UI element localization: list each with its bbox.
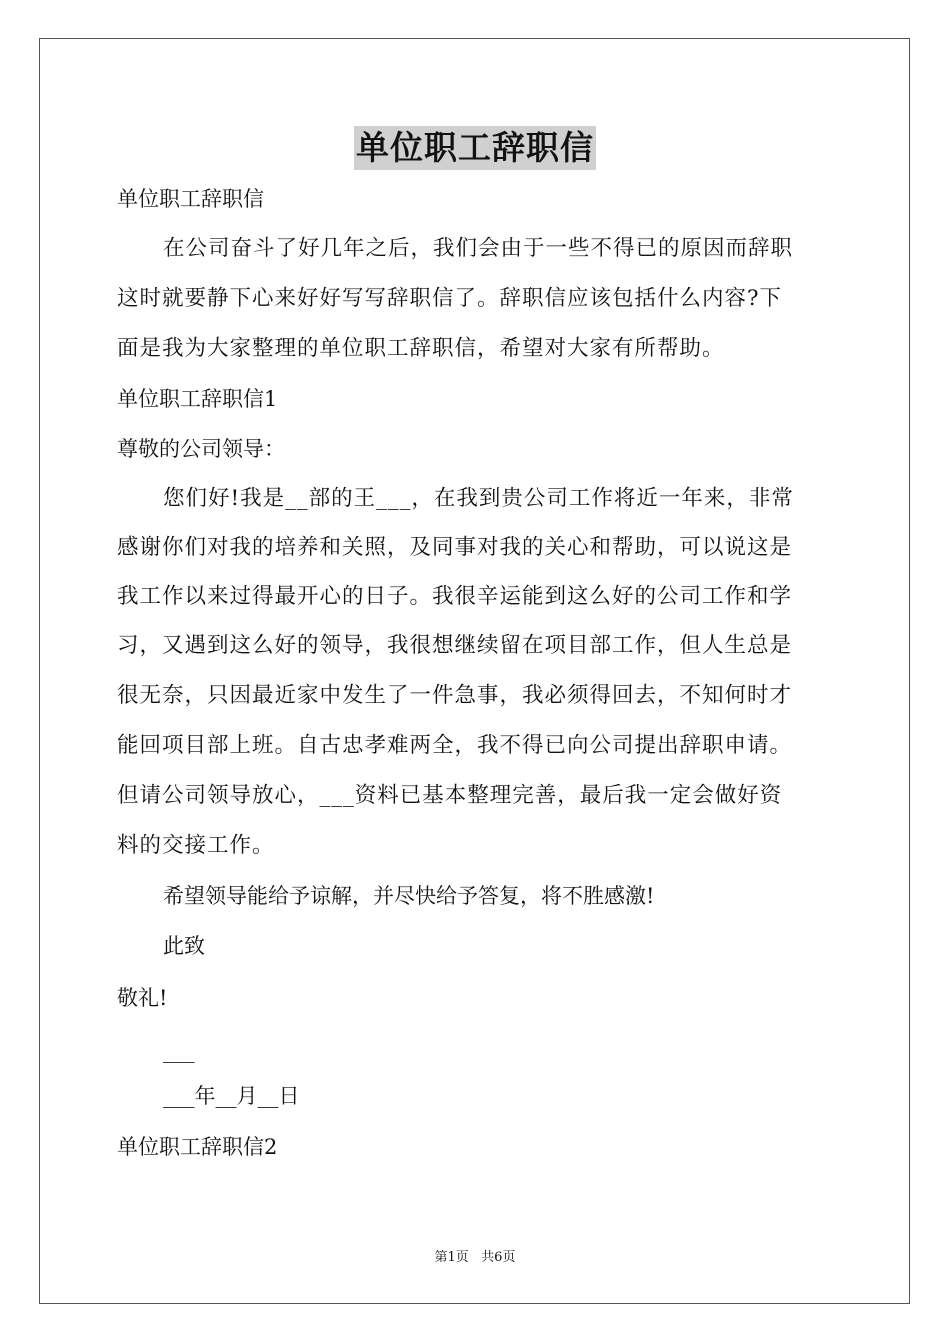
page-border xyxy=(39,38,910,1304)
salutation: 尊敬的公司领导： xyxy=(117,437,285,461)
body-line-7: 但请公司领导放心，___资料已基本整理完善，最后我一定会做好资 xyxy=(117,783,783,808)
section-title-1: 单位职工辞职信1 xyxy=(117,387,278,411)
intro-line-1: 在公司奋斗了好几年之后，我们会由于一些不得已的原因而辞职 xyxy=(163,236,794,261)
closing-cizhi: 此致 xyxy=(163,934,205,958)
body-line-3: 我工作以来过得最开心的日子。我很辛运能到这么好的公司工作和学 xyxy=(117,584,793,609)
subtitle: 单位职工辞职信 xyxy=(117,187,264,211)
intro-line-3: 面是我为大家整理的单位职工辞职信，希望对大家有所帮助。 xyxy=(117,336,725,361)
body-line-1: 您们好!我是__部的王___，在我到贵公司工作将近一年来，非常 xyxy=(163,486,794,511)
body-line-5: 很无奈，只因最近家中发生了一件急事，我必须得回去，不知何时才 xyxy=(117,683,793,708)
body-line-2: 感谢你们对我的培养和关照，及同事对我的关心和帮助，可以说这是 xyxy=(117,535,793,560)
section-title-2: 单位职工辞职信2 xyxy=(117,1135,278,1159)
signature-blank: ___ xyxy=(163,1039,195,1063)
title-container xyxy=(0,126,950,170)
hope-line: 希望领导能给予谅解，并尽快给予答复，将不胜感激! xyxy=(163,884,655,908)
date-line: ___年__月__日 xyxy=(163,1084,300,1108)
page-footer xyxy=(0,1246,950,1265)
intro-line-2: 这时就要静下心来好好写写辞职信了。辞职信应该包括什么内容?下 xyxy=(117,286,783,311)
body-line-6: 能回项目部上班。自古忠孝难两全，我不得已向公司提出辞职申请。 xyxy=(117,733,793,758)
body-line-4: 习，又遇到这么好的领导，我很想继续留在项目部工作，但人生总是 xyxy=(117,633,793,658)
document-title: 单位职工辞职信 xyxy=(354,126,596,170)
page-number: 第1页 共6页 xyxy=(434,1250,516,1265)
body-line-8: 料的交接工作。 xyxy=(117,833,275,858)
closing-jingli: 敬礼! xyxy=(117,986,168,1010)
